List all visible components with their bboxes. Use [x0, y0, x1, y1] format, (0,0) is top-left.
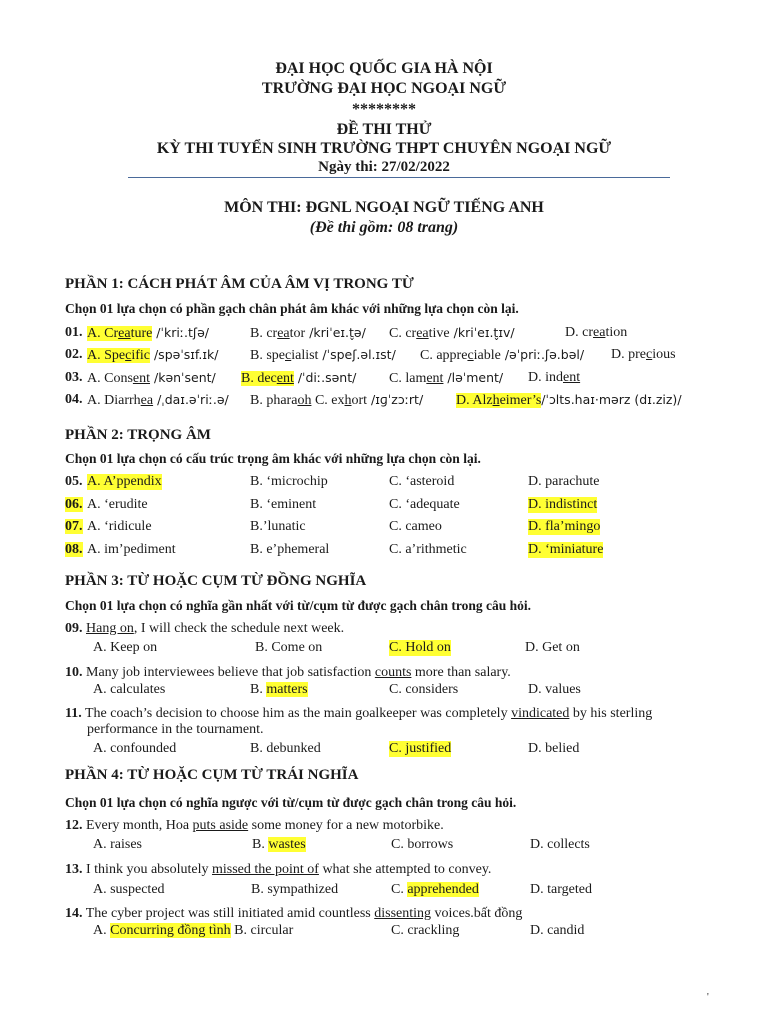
option-d: D. indent: [528, 370, 581, 385]
option-a: A. raises: [93, 837, 142, 852]
page-count: (Đề thi gồm: 08 trang): [309, 219, 459, 236]
option-c: C. lament /ləˈment/: [389, 370, 504, 386]
option-a: A. A’ppendix: [87, 474, 162, 489]
part2-title: PHẦN 2: TRỌNG ÂM: [65, 427, 211, 443]
subject-title: MÔN THI: ĐGNL NGOẠI NGỮ TIẾNG ANH: [224, 199, 544, 216]
option-d: D. indistinct: [528, 497, 598, 512]
option-b: B. Come on: [255, 640, 323, 655]
question-number: 03.: [65, 370, 83, 385]
question-number: 08.: [65, 542, 83, 557]
part1-title: PHẦN 1: CÁCH PHÁT ÂM CỦA ÂM VỊ TRONG TỪ: [65, 276, 414, 292]
option-d: D. belied: [528, 741, 580, 756]
option-d: D. fla’mingo: [528, 519, 601, 534]
header-exam-name: KỲ THI TUYỂN SINH TRƯỜNG THPT CHUYÊN NGOẠI NGỮ: [156, 140, 612, 157]
question-stem: 09. Hang on, I will check the schedule next week.: [65, 621, 345, 636]
option-c: C. creative /kriˈeɪ.t̬ɪv/: [389, 325, 515, 341]
option-a: A. calculates: [93, 682, 166, 697]
option-c: C. crackling: [391, 923, 460, 938]
option-a: A. confounded: [93, 741, 177, 756]
question-stem-line2: performance in the tournament.: [87, 722, 264, 737]
option-b: B. ‘microchip: [250, 474, 328, 489]
option-b: B. wastes: [252, 837, 306, 852]
question-stem: 11. The coach’s decision to choose him as the main goalkeeper was completely vindicated by his sterling: [65, 706, 653, 721]
option-a: A. ‘ridicule: [87, 519, 152, 534]
option-b-c: B. pharaoh C. exhort /ɪɡˈzɔːrt/: [250, 392, 424, 408]
option-d: D. candid: [530, 923, 585, 938]
page-mark: ': [707, 992, 709, 1003]
header-university: ĐẠI HỌC QUỐC GIA HÀ NỘI: [275, 60, 493, 77]
part3-title: PHẦN 3: TỪ HOẶC CỤM TỪ ĐỒNG NGHĨA: [65, 573, 367, 589]
header-rule: [128, 177, 670, 178]
question-stem: 13. I think you absolutely missed the point of what she attempted to convey.: [65, 862, 492, 877]
option-d: D. parachute: [528, 474, 600, 489]
question-stem: 14. The cyber project was still initiated amid countless dissenting voices.bất đồng: [65, 906, 523, 921]
option-a: A. Creature /ˈkriː.tʃə/: [87, 325, 209, 341]
option-b: B. ‘eminent: [250, 497, 317, 512]
part1-instruction: Chọn 01 lựa chọn có phần gạch chân phát âm khác với những lựa chọn còn lại.: [65, 301, 519, 316]
header-school: TRƯỜNG ĐẠI HỌC NGOẠI NGỮ: [261, 80, 507, 97]
option-d: D. Alzheimer’s/ˈɔlts.haɪ·mərz (dɪ.ziz)/: [456, 392, 682, 408]
option-d: D. collects: [530, 837, 590, 852]
question-number: 07.: [65, 519, 83, 534]
header-date: Ngày thi: 27/02/2022: [318, 159, 450, 175]
option-d: D. creation: [565, 325, 628, 340]
question-number: 01.: [65, 325, 83, 340]
option-c: C. apprehended: [391, 882, 479, 897]
option-c: C. ‘adequate: [389, 497, 460, 512]
option-c: C. cameo: [389, 519, 442, 534]
option-c: C. justified: [389, 741, 452, 756]
option-b: B. matters: [250, 682, 308, 697]
question-number: 04.: [65, 392, 83, 407]
header-stars: ********: [352, 101, 416, 118]
option-b: B. decent /ˈdiː.sənt/: [241, 370, 357, 386]
option-d: D. targeted: [530, 882, 592, 897]
question-number: 05.: [65, 474, 83, 489]
question-number: 02.: [65, 347, 83, 362]
option-b: B. creator /kriˈeɪ.t̬ə/: [250, 325, 366, 341]
option-c: C. borrows: [391, 837, 454, 852]
part4-instruction: Chọn 01 lựa chọn có nghĩa ngược với từ/cụm từ được gạch chân trong câu hỏi.: [65, 795, 517, 810]
option-c: C. Hold on: [389, 640, 451, 655]
option-d: D. precious: [611, 347, 676, 362]
option-c: C. considers: [389, 682, 459, 697]
question-stem: 12. Every month, Hoa puts aside some money for a new motorbike.: [65, 818, 444, 833]
option-c: C. appreciable /əˈpriː.ʃə.bəl/: [420, 347, 585, 363]
option-a: A. ‘erudite: [87, 497, 148, 512]
option-a: A. Keep on: [93, 640, 158, 655]
part4-title: PHẦN 4: TỪ HOẶC CỤM TỪ TRÁI NGHĨA: [65, 767, 359, 783]
option-a: A. Diarrhea /ˌdaɪ.əˈriː.ə/: [87, 392, 229, 408]
option-a: A. im’pediment: [87, 542, 176, 557]
question-stem: 10. Many job interviewees believe that job satisfaction counts more than salary.: [65, 665, 511, 680]
part2-instruction: Chọn 01 lựa chọn có cấu trúc trọng âm khác với những lựa chọn còn lại.: [65, 451, 481, 466]
option-d: D. ‘miniature: [528, 542, 604, 557]
option-b: B. specialist /ˈspeʃ.əl.ɪst/: [250, 347, 396, 363]
option-d: D. Get on: [525, 640, 580, 655]
option-b: B. e’phemeral: [250, 542, 330, 557]
option-b: B. sympathized: [251, 882, 339, 897]
option-d: D. values: [528, 682, 581, 697]
option-b: B.’lunatic: [250, 519, 306, 534]
option-c: C. a’rithmetic: [389, 542, 467, 557]
part3-instruction: Chọn 01 lựa chọn có nghĩa gần nhất với từ/cụm từ được gạch chân trong câu hỏi.: [65, 598, 532, 613]
question-number: 06.: [65, 497, 83, 512]
option-a: A. Consent /kənˈsent/: [87, 370, 216, 386]
header-exam-type: ĐỀ THI THỬ: [336, 121, 432, 138]
option-c: C. ‘asteroid: [389, 474, 455, 489]
option-b: B. debunked: [250, 741, 321, 756]
option-a: A. Specific /spəˈsɪf.ɪk/: [87, 347, 219, 363]
option-a: A. suspected: [93, 882, 165, 897]
option-a-b: A. Concurring đồng tình B. circular: [93, 923, 294, 938]
